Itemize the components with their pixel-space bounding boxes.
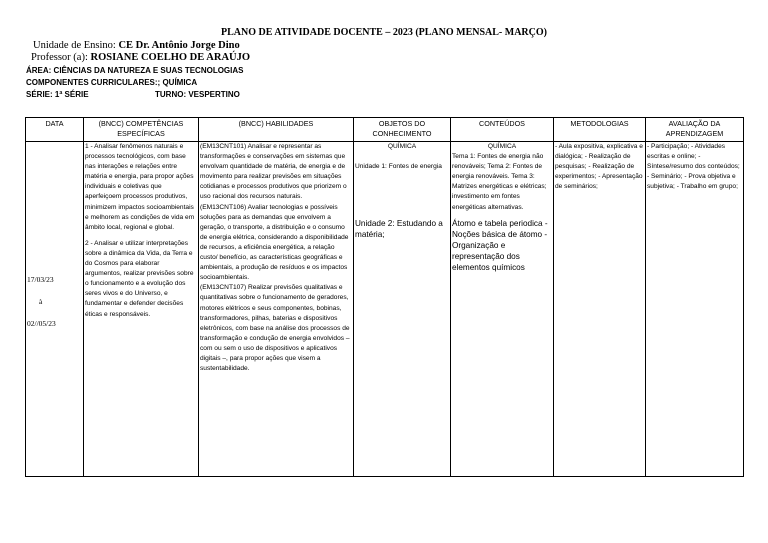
- conteudos-heading: QUÍMICA: [487, 143, 517, 150]
- habilidades-cell: [199, 142, 354, 477]
- habilidade-2: (EM13CNT106) Avaliar tecnologias e possíveis soluções para as demandas que envolvem a geração, o transporte, a distribuição e o consumo de energia elétrica, considerando a disponibilidade de recursos, a eficiência energética, a relação custo/ benefício, as características geográficas e ambientais, a produção de resíduos e os impactos socioambientais.: [200, 203, 349, 282]
- turno-text: TURNO: VESPERTINO: [155, 90, 240, 99]
- date-end: 02//05/23: [27, 319, 56, 328]
- objetos-unidade-1: Unidade 1: Fontes de energia: [355, 163, 442, 171]
- competencia-1: 1 - Analisar fenômenos naturais e processos tecnológicos, com base nas interações e relações entre matéria e energia, para propor ações individuais e coletivas que aperfeiçoem processos produtivos, minimizem impactos socioambientais e melhorem as condições de vida em âmbito local, regional e global.: [85, 143, 195, 231]
- date-separator: à: [39, 297, 43, 306]
- professor-value: ROSIANE COELHO DE ARAÚJO: [90, 52, 251, 63]
- metodologias-text: - Aula expositiva, explicativa e dialógica; - Realização de pesquisas; - Realização de experimentos; - Apresentação de seminários;: [555, 143, 643, 191]
- competencias-cell: [84, 142, 199, 477]
- serie-text: SÉRIE: 1ª SÉRIE: [26, 90, 89, 99]
- header-objetos: OBJETOS DO CONHECIMENTO: [354, 118, 451, 142]
- objetos-unidade-2: Unidade 2: Estudando a matéria;: [355, 219, 443, 240]
- objetos-cell: [354, 142, 451, 477]
- page-title: PLANO DE ATIVIDADE DOCENTE – 2023 (PLANO MENSAL- MARÇO): [221, 27, 547, 38]
- conteudos-temas: Tema 1: Fontes de energia não renováveis; Tema 2: Fontes de energia renováveis. Tema 3: Matrizes energéticas e elétricas; investimento em fontes energéticas alternativas.: [452, 153, 547, 211]
- header-conteudos: CONTEÚDOS: [451, 118, 554, 142]
- habilidade-1: (EM13CNT101) Analisar e representar as transformações e conservações em sistemas que envolvam quantidade de matéria, de energia e de movimento para realizar previsões em situações cotidianas e processos produtivos que priorizem o uso racional dos recursos naturais.: [200, 143, 347, 201]
- competencia-2: 2 - Analisar e utilizar interpretações sobre a dinâmica da Vida, da Terra e do Cosmos para elaborar argumentos, realizar previsões sobre o funcionamento e a evolução dos seres vivos e do Universo, e fundamentar e defender decisões éticas e responsáveis.: [85, 239, 194, 318]
- header-competencias: (BNCC) COMPETÊNCIAS ESPECÍFICAS: [84, 118, 199, 142]
- avaliacao-text: - Participação; - Atividades escritas e online; - Síntese/resumo dos conteúdos; - Seminário; - Prova objetiva e subjetiva; - Trabalho em grupo;: [647, 143, 740, 191]
- conteudos-atomo: Átomo e tabela periodica -Noções básica de átomo -Organização e representação dos elementos químicos: [452, 218, 548, 273]
- unidade-line: [33, 40, 240, 51]
- metodologias-cell: [554, 142, 646, 477]
- unidade-value: CE Dr. Antônio Jorge Dino: [118, 40, 240, 51]
- date-start: 17/03/23: [27, 275, 54, 284]
- plan-table: [25, 117, 744, 477]
- componentes-line: COMPONENTES CURRICULARES:; QUÍMICA: [26, 78, 198, 87]
- area-line: ÁREA: CIÊNCIAS DA NATUREZA E SUAS TECNOLOGIAS: [26, 66, 244, 75]
- professor-line: [31, 52, 250, 63]
- header-data: DATA: [26, 118, 84, 142]
- header-metodologias: METODOLOGIAS: [554, 118, 646, 142]
- serie-turno-line: [26, 90, 240, 99]
- header-avaliacao: AVALIAÇÃO DA APRENDIZAGEM: [646, 118, 744, 142]
- header-habilidades: (BNCC) HABILIDADES: [199, 118, 354, 142]
- table-row: [26, 142, 744, 477]
- avaliacao-cell: [646, 142, 744, 477]
- conteudos-cell: [451, 142, 554, 477]
- habilidade-3: (EM13CNT107) Realizar previsões qualitativas e quantitativas sobre o funcionamento de geradores, motores elétricos e seus componentes, bobinas, transformadores, pilhas, baterias e dispositivos eletrônicos, com base na análise dos processos de transformação e condução de energia envolvidos – com ou sem o uso de dispositivos e aplicativos digitais –, para propor ações que visem a sustentabilidade.: [200, 284, 350, 373]
- date-cell: [26, 142, 84, 477]
- unidade-label: Unidade de Ensino:: [33, 40, 116, 51]
- professor-label: Professor (a):: [31, 52, 88, 63]
- table-header-row: [26, 118, 744, 142]
- objetos-heading: QUÍMICA: [387, 143, 417, 150]
